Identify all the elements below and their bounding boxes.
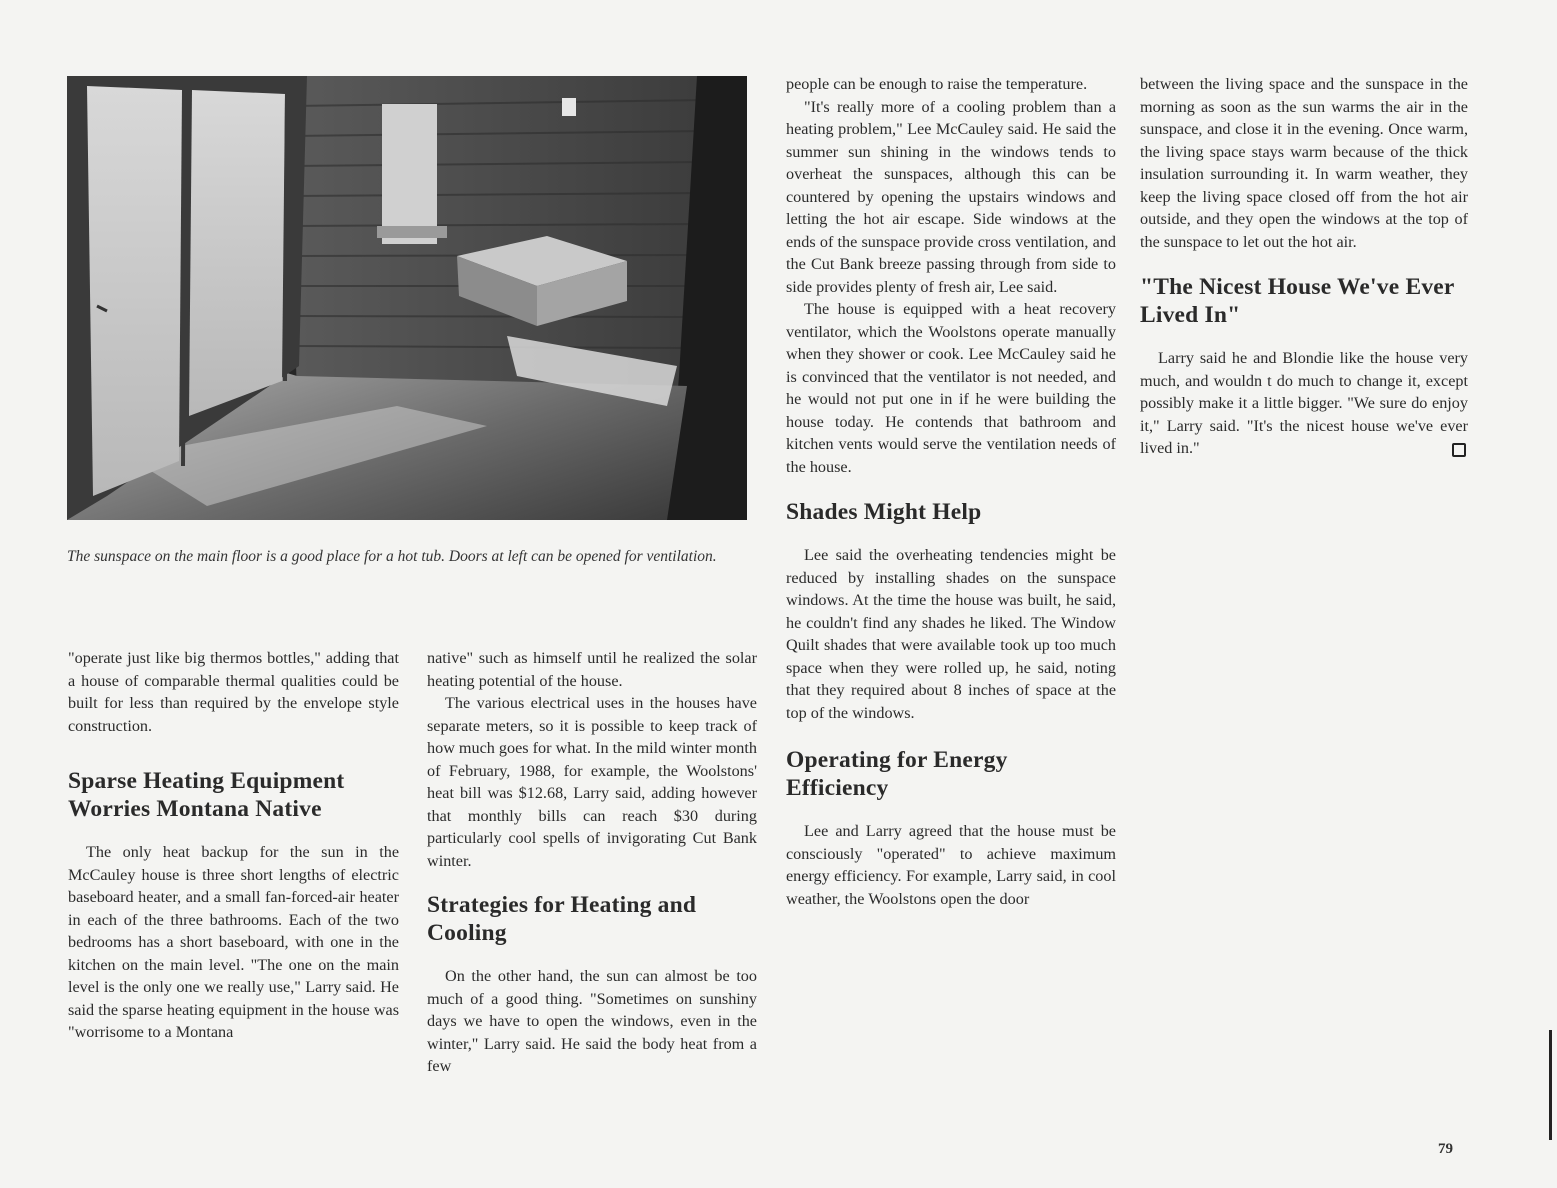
closing-text: Larry said he and Blondie like the house very much, and wouldn t do much to change it, except possibly make it a little bigger. "We sure do enjoy it," Larry said. "It's the nicest house we've ever lived in.": [1140, 349, 1468, 457]
section-heading: Strategies for Heating and Cooling: [427, 892, 697, 946]
paragraph: Lee and Larry agreed that the house must be consciously "operated" to achieve maximum energy efficiency. For example, Larry said, in cool weather, the Woolstons open the door: [786, 822, 1116, 908]
paragraph: The only heat backup for the sun in the McCauley house is three short lengths of electric baseboard heater, and a small fan-forced-air heater in each of the three bathrooms. Each of the two bedrooms has a short baseboard, with one in the kitchen on the main level. "The one on the main level is the only one we really use," Larry said. He said the sparse heating equipment in the house was "worrisome to a Montana: [68, 843, 399, 1041]
column-4: [1140, 73, 1468, 460]
paragraph: On the other hand, the sun can almost be too much of a good thing. "Sometimes on sunshiny days we have to open the windows, even in the winter," Larry said. He said the body heat from a few: [427, 967, 757, 1075]
paragraph: between the living space and the sunspace in the morning as soon as the sun warms the air in the sunspace, and close it in the evening. Once warm, the living space stays warm because of the thick insulation surrounding it. In warm weather, they keep the living space closed off from the hot air outside, and they open the windows at the top of the sunspace to let out the hot air.: [1140, 75, 1468, 251]
paragraph: "It's really more of a cooling problem than a heating problem," Lee McCauley said. He said the summer sun shining in the windows tends to overheat the sunspaces, although this can be countered by opening the upstairs windows and letting the hot air escape. Side windows at the ends of the sunspace provide cross ventilation, and the Cut Bank breeze passing through from side to side provides plenty of fresh air, Lee said.: [786, 97, 1116, 296]
paragraph: native" such as himself until he realized the solar heating potential of the house.: [427, 649, 757, 690]
paragraph: The house is equipped with a heat recovery ventilator, which the Woolstons operate manually when they shower or cook. Lee McCauley said he is convinced that the ventilator is not needed, and he would not put one in if he were building the house today. He contends that bathroom and kitchen vents would serve the ventilation needs of the house.: [786, 300, 1116, 476]
sunspace-photo: [67, 76, 747, 520]
paragraph: "operate just like big thermos bottles," adding that a house of comparable thermal qualities could be built for less than required by the envelope style construction.: [68, 649, 399, 735]
sunspace-hot-tub-photo-icon: [67, 76, 747, 520]
section-heading: Sparse Heating Equipment Worries Montana Native: [68, 768, 345, 822]
column-1: [68, 647, 399, 1044]
paragraph: people can be enough to raise the temperature.: [786, 75, 1088, 93]
page-number: 79: [1438, 1141, 1453, 1157]
column-3: [786, 73, 1116, 910]
page-edge-divider: [1549, 1030, 1552, 1140]
end-of-article-icon: [1452, 443, 1466, 457]
section-heading: Shades Might Help: [786, 499, 982, 525]
column-2: [427, 647, 757, 1078]
section-heading: Operating for Energy Efficiency: [786, 747, 1008, 801]
paragraph: The various electrical uses in the houses have separate meters, so it is possible to keep track of how much goes for what. In the mild winter month of February, 1988, for example, the Woolstons' heat bill was $12.68, Larry said, adding however that monthly bills can reach $30 during particularly cool spells of invigorating Cut Bank winter.: [427, 694, 757, 870]
paragraph: Lee said the overheating tendencies might be reduced by installing shades on the sunspace windows. At the time the house was built, he said, he couldn't find any shades he liked. The Window Quilt shades that were available took up too much space when they were rolled up, he said, noting that they required about 8 inches of space at the top of the windows.: [786, 546, 1116, 722]
paragraph: [1140, 347, 1468, 460]
section-heading: "The Nicest House We've Ever Lived In": [1140, 274, 1455, 328]
photo-caption: The sunspace on the main floor is a good place for a hot tub. Doors at left can be opened for ventilation.: [67, 548, 717, 565]
